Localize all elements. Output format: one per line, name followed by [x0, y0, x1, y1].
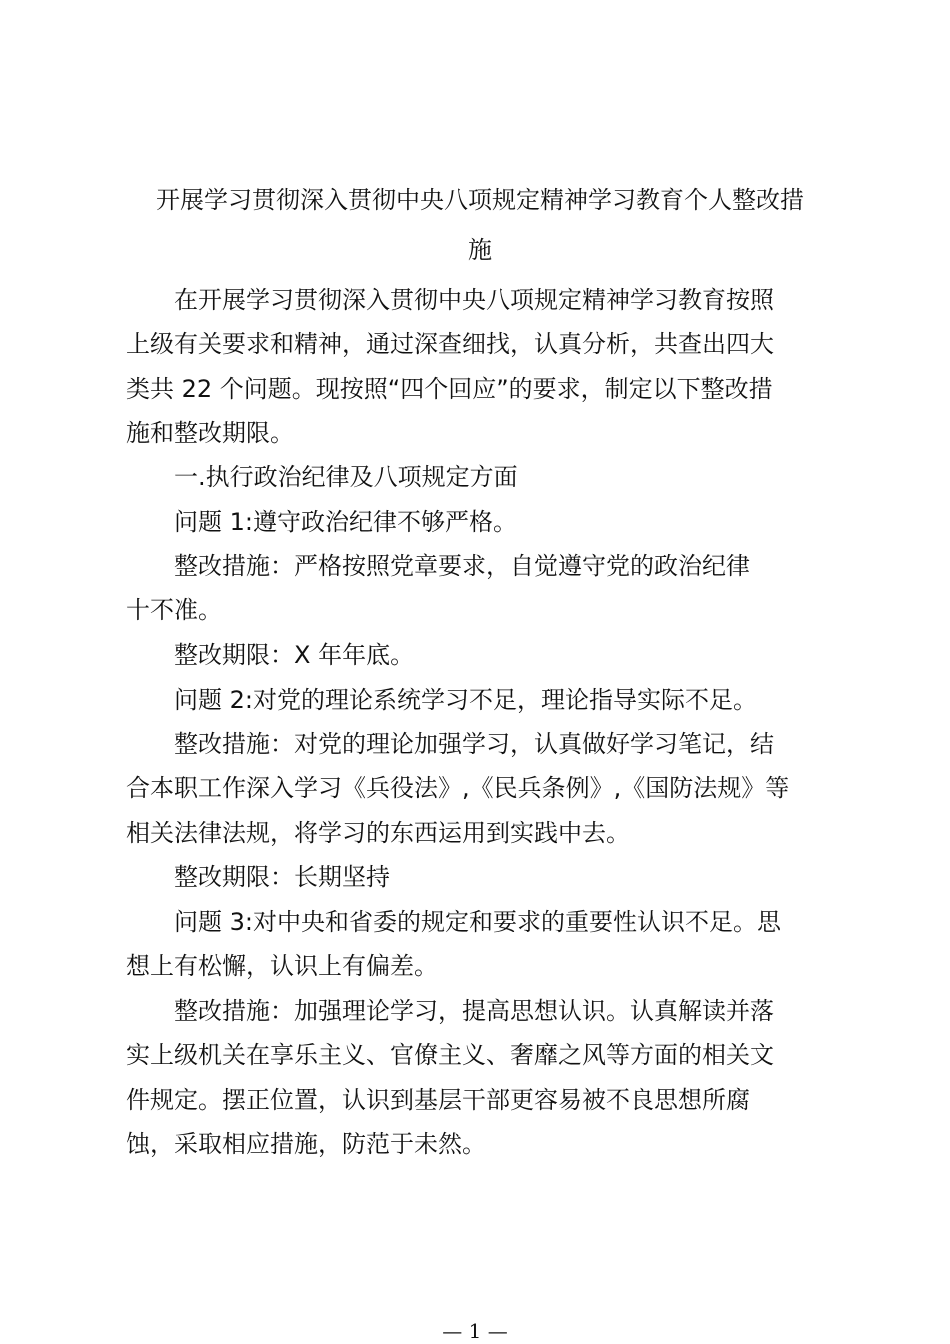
issue-2-deadline: 整改期限：长期坚持 — [174, 863, 390, 891]
issue-2: 问题 2:对党的理论系统学习不足，理论指导实际不足。 — [174, 686, 757, 714]
intro-paragraph: 在开展学习贯彻深入贯彻中央八项规定精神学习教育按照 上级有关要求和精神，通过深查细找，认真分析，共查出四大 类共 22 个问题。现按照“四个回应”的要求，制定以下整改措 施和整改期限。 — [126, 286, 774, 448]
issue-1: 问题 1:遵守政治纪律不够严格。 — [174, 508, 517, 536]
document-title-line-2: 施 — [468, 236, 492, 264]
issue-1-deadline: 整改期限：X 年年底。 — [174, 641, 415, 669]
section-heading: 一.执行政治纪律及八项规定方面 — [174, 463, 518, 491]
issue-2-measures: 整改措施：对党的理论加强学习，认真做好学习笔记，结 合本职工作深入学习《兵役法》,《民兵条例》,《国防法规》等 相关法律法规，将学习的东西运用到实践中去。 — [126, 730, 790, 847]
page-number: — 1 — — [442, 1319, 508, 1343]
issue-3-measures: 整改措施：加强理论学习，提高思想认识。认真解读并落 实上级机关在享乐主义、官僚主义、奢靡之风等方面的相关文 件规定。摆正位置，认识到基层干部更容易被不良思想所腐 蚀，采取相应措施，防范于未然。 — [126, 997, 774, 1159]
document-title-line-1: 开展学习贯彻深入贯彻中央八项规定精神学习教育个人整改措 — [156, 186, 804, 214]
issue-3: 问题 3:对中央和省委的规定和要求的重要性认识不足。思 想上有松懈，认识上有偏差。 — [126, 908, 781, 981]
issue-1-measures: 整改措施：严格按照党章要求，自觉遵守党的政治纪律 十不准。 — [126, 552, 750, 625]
